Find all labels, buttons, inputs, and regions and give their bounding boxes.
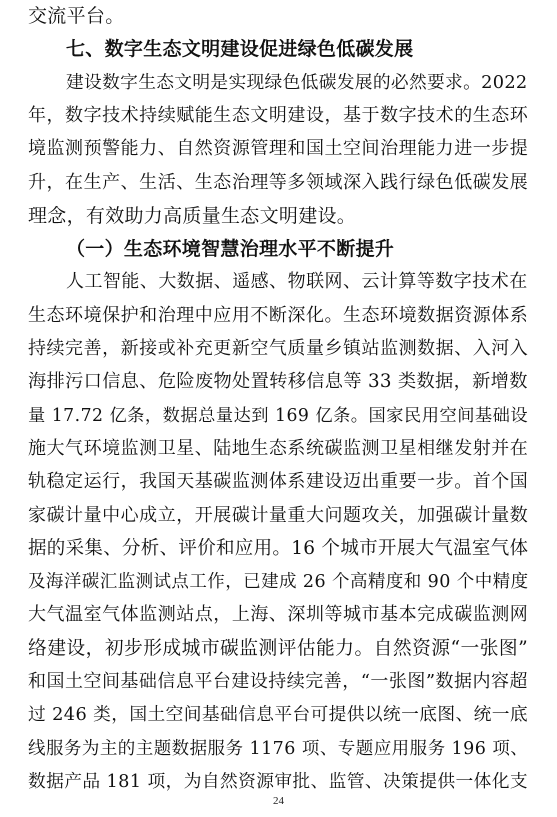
text-line: 交流平台。 — [28, 5, 125, 27]
text-line: 过 246 类，国土空间基础信息平台可提供以统一底图、统一底 — [28, 705, 528, 726]
text-line: 和国土空间基础信息平台建设持续完善，“一张图”数据内容超 — [28, 671, 528, 692]
text-line: 量 17.72 亿条，数据总量达到 169 亿条。国家民用空间基础设 — [28, 405, 529, 426]
text-line: 境监测预警能力、自然资源管理和国土空间治理能力进一步提 — [28, 138, 529, 160]
text-line: 据的采集、分析、评价和应用。16 个城市开展大气温室气体 — [28, 537, 529, 559]
text-line: 生态环境保护和治理中应用不断深化。生态环境数据资源体系 — [28, 304, 529, 326]
text-line: 人工智能、大数据、遥感、物联网、云计算等数字技术在 — [66, 271, 528, 293]
text-line: 数据产品 181 项，为自然资源审批、监管、决策提供一体化支 — [28, 771, 528, 792]
text-line: 理念，有效助力高质量生态文明建设。 — [28, 204, 357, 227]
text-line: 及海洋碳汇监测试点工作，已建成 26 个高精度和 90 个中精度 — [28, 572, 529, 593]
text-line: 升，在生产、生活、生态治理等多领域深入践行绿色低碳发展 — [28, 171, 529, 193]
text-line: 持续完善，新接或补充更新空气质量乡镇站监测数据、入河入 — [28, 338, 529, 359]
text-line: 络建设，初步形成城市碳监测评估能力。自然资源“一张图” — [28, 637, 529, 659]
text-line: 家碳计量中心成立，开展碳计量重大问题攻关，加强碳计量数 — [28, 504, 529, 526]
text-line: 轨稳定运行，我国天基碳监测体系建设迈出重要一步。首个国 — [28, 471, 529, 493]
subsection-heading: （一）生态环境智慧治理水平不断提升 — [66, 238, 395, 261]
page-number: 24 — [273, 795, 284, 807]
text-line: 年，数字技术持续赋能生态文明建设，基于数字技术的生态环 — [28, 104, 529, 126]
text-line: 大气温室气体监测站点，上海、深圳等城市基本完成碳监测网 — [28, 604, 529, 626]
text-line: 海排污口信息、危险废物处置转移信息等 33 类数据，新增数 — [28, 371, 528, 393]
document-page — [28, 0, 528, 817]
text-line: 线服务为主的主题数据服务 1176 项、专题应用服务 196 项、 — [28, 738, 529, 759]
text-line: 建设数字生态文明是实现绿色低碳发展的必然要求。2022 — [66, 72, 528, 93]
text-line: 施大气环境监测卫星、陆地生态系统碳监测卫星相继发射并在 — [28, 437, 529, 459]
section-heading: 七、数字生态文明建设促进绿色低碳发展 — [66, 38, 414, 61]
